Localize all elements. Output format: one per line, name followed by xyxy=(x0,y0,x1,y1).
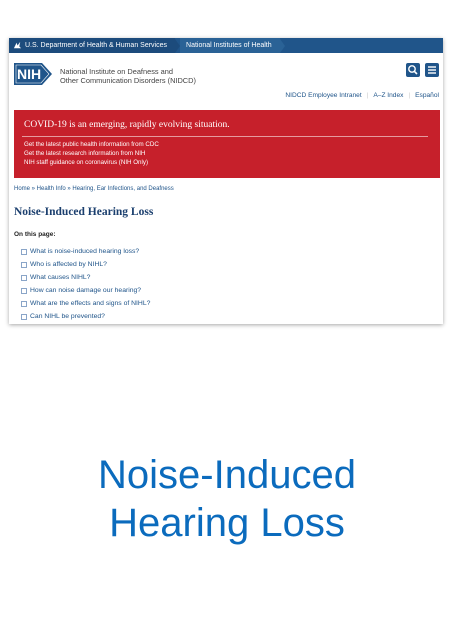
bullet-icon xyxy=(21,249,27,255)
org-line-2: Other Communication Disorders (NIDCD) xyxy=(60,76,196,85)
bullet-icon xyxy=(21,314,27,320)
covid-divider xyxy=(22,136,428,137)
toc-item[interactable] xyxy=(21,310,150,323)
website-screenshot xyxy=(9,38,443,324)
toc-label: How can noise damage our hearing? xyxy=(30,287,142,294)
covid-staff-link[interactable]: NIH staff guidance on coronavirus (NIH Only) xyxy=(24,159,149,166)
breadcrumb[interactable]: Home » Health Info » Hearing, Ear Infections, and Deafness xyxy=(14,186,174,192)
nih-logo[interactable] xyxy=(14,63,52,85)
covid-nih-link[interactable]: Get the latest research information from NIH xyxy=(24,150,146,157)
bullet-icon xyxy=(21,288,27,294)
bullet-icon xyxy=(21,275,27,281)
toc-label: What causes NIHL? xyxy=(30,274,91,281)
toc-item[interactable] xyxy=(21,271,150,284)
toc-label: Who is affected by NIHL? xyxy=(30,261,107,268)
covid-headline: COVID-19 is an emerging, rapidly evolving situation. xyxy=(24,120,230,130)
toc-label: What are the effects and signs of NIHL? xyxy=(30,300,151,307)
bullet-icon xyxy=(21,262,27,268)
link-separator: | xyxy=(366,92,369,99)
utility-links xyxy=(285,92,439,99)
toc-label: Can NIHL be prevented? xyxy=(30,313,105,320)
intranet-link[interactable]: NIDCD Employee Intranet xyxy=(285,92,362,99)
hhs-eagle-icon xyxy=(13,41,22,50)
caption-line-1: Noise-Induced xyxy=(98,453,356,497)
top-bar xyxy=(9,38,443,53)
covid-cdc-link[interactable]: Get the latest public health information from CDC xyxy=(24,141,159,148)
toc-item[interactable] xyxy=(21,284,150,297)
org-line-1: National Institute on Deafness and xyxy=(60,67,173,76)
hhs-link[interactable] xyxy=(9,38,175,53)
nih-link[interactable] xyxy=(180,38,280,53)
nih-label: National Institutes of Health xyxy=(186,42,272,49)
menu-button[interactable] xyxy=(425,63,439,77)
search-button[interactable] xyxy=(406,63,420,77)
on-this-page-heading: On this page: xyxy=(14,231,56,238)
toc-item[interactable] xyxy=(21,297,150,310)
menu-icon xyxy=(425,63,439,77)
page-title: Noise-Induced Hearing Loss xyxy=(14,206,154,218)
table-of-contents xyxy=(21,245,150,323)
bullet-icon xyxy=(21,301,27,307)
espanol-link[interactable]: Español xyxy=(415,92,439,99)
toc-label: What is noise-induced hearing loss? xyxy=(30,248,140,255)
caption-line-2: Hearing Loss xyxy=(109,501,345,545)
hhs-label: U.S. Department of Health & Human Services xyxy=(25,42,168,49)
link-separator: | xyxy=(408,92,411,99)
site-header xyxy=(9,53,443,93)
logo-text: NIH xyxy=(17,66,42,82)
covid-alert xyxy=(14,110,440,178)
toc-item[interactable] xyxy=(21,245,150,258)
org-name xyxy=(60,67,196,85)
toc-item[interactable] xyxy=(21,258,150,271)
az-index-link[interactable]: A–Z Index xyxy=(373,92,404,99)
search-icon xyxy=(406,63,420,77)
topbar-divider-2 xyxy=(280,39,285,53)
